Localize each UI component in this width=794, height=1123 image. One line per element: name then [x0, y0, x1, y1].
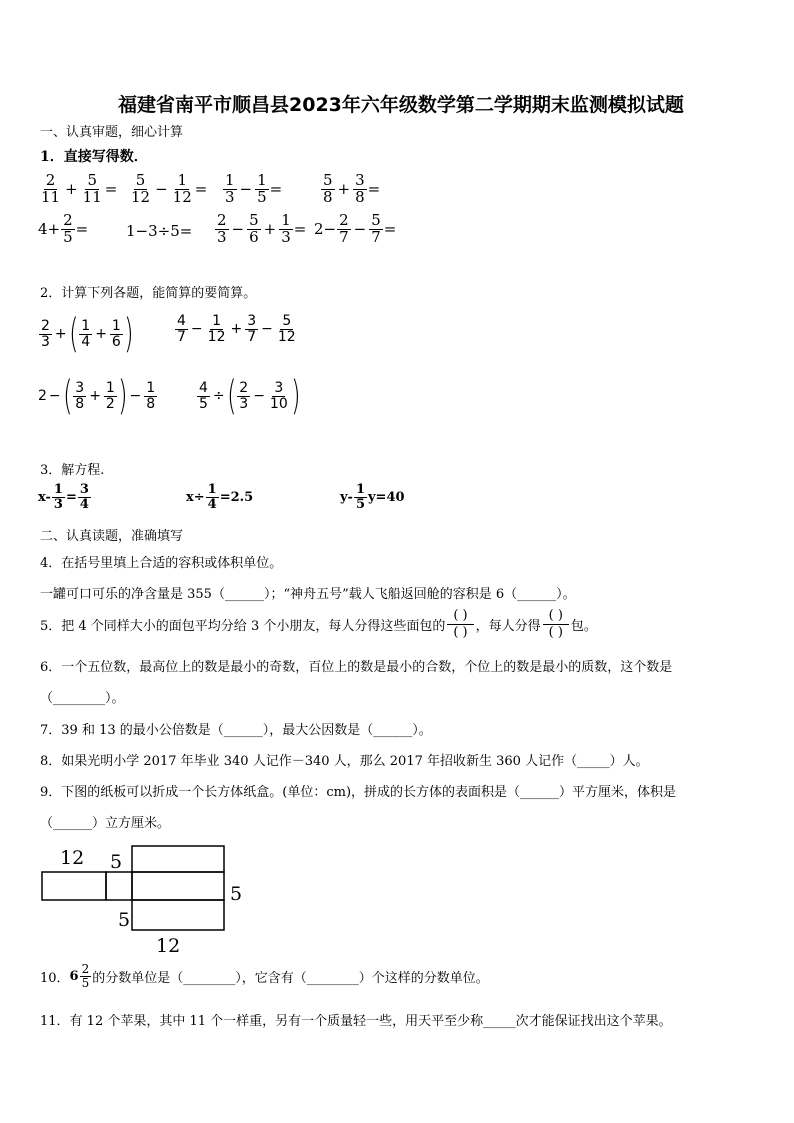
net-front-face [132, 872, 224, 900]
net-bottom-face [132, 900, 224, 930]
question-11-text: 11．有 12 个苹果，其中 11 个一样重，另有一个质量轻一些，用天平至少称_____次才能保证找出这个苹果。 [40, 1014, 672, 1029]
label-right: 5 [230, 883, 243, 905]
label-bottom: 12 [156, 935, 181, 957]
question-9-text: 9．下图的纸板可以折成一个长方体纸盒。(单位：cm)，拼成的长方体的表面积是（______）平方厘米，体积是 [40, 785, 677, 800]
question-8-text: 8．如果光明小学 2017 年毕业 340 人记作－340 人，那么 2017 年招收新生 360 人记作（_____）人。 [40, 754, 649, 769]
question-1-label: 1．直接写得数． [40, 149, 148, 165]
q1-expr-8: 2− $\frac{2}{7}$ − $\frac{5}{7}$ = [314, 211, 397, 246]
q3-equation-2: x÷ $\frac{1}{4}$ =2.5 [186, 482, 254, 512]
label-top-mid: 5 [110, 851, 123, 873]
q1-expr-7: $\frac{2}{3}$ − $\frac{5}{6}$ + $\frac{1}{3}$ = [217, 211, 307, 246]
question-7-text: 7．39 和 13 的最小公倍数是（______），最大公因数是（______）。 [40, 723, 432, 738]
question-6-text: 6．一个五位数，最高位上的数是最小的奇数，百位上的数是最小的合数，个位上的数是最小的质数，这个数是 [40, 660, 673, 675]
net-top-face [132, 846, 224, 872]
q2-expr-2: $\frac{4}{7}$ − $\frac{1}{12}$ + $\frac{3}{7}$ − $\frac{5}{12}$ [177, 313, 296, 345]
question-5-text: 5．把 4 个同样大小的面包平均分给 3 个小朋友，每人分得这些面包的 ( ) ( ) ，每人分得 ( ) ( ) 包。 [40, 608, 597, 640]
q2-expr-3: 2 − ( $\frac{3}{8}$ + $\frac{1}{2}$ ) − $\frac{1}{8}$ [38, 373, 156, 419]
label-top-left: 12 [60, 847, 85, 869]
q1-expr-1: $\frac{2}{11}$ + $\frac{5}{11}$ = [41, 171, 118, 206]
question-10-text: 10． 6 $\frac{2}{5}$ 的分数单位是（________），它含有（________）个这样的分数单位。 [40, 962, 489, 990]
q1-expr-3: $\frac{1}{3}$ − $\frac{1}{5}$ = [225, 171, 283, 206]
question-4-label: 4．在括号里填上合适的容积或体积单位。 [40, 556, 283, 571]
page-title: 福建省南平市顺昌县2023年六年级数学第二学期期末监测模拟试题 [118, 94, 684, 116]
q1-expr-5: 4+ $\frac{2}{5}$ = [38, 211, 89, 246]
net-left-side-face [106, 872, 132, 900]
label-bottom-mid: 5 [118, 909, 131, 931]
q1-expr-6: 1−3÷5= [126, 222, 193, 240]
section-heading-2: 二、认真读题，准确填写 [40, 529, 184, 544]
q2-expr-1: $\frac{2}{3}$ + ( $\frac{1}{4}$ + $\frac{1}{6}$ ) [41, 311, 134, 357]
box-net-figure [40, 842, 260, 960]
q1-expr-4: $\frac{5}{8}$ + $\frac{3}{8}$ = [323, 171, 381, 206]
q3-equation-3: y- $\frac{1}{5}$ y=40 [340, 482, 405, 512]
question-9-blank: （______）立方厘米。 [40, 816, 171, 831]
q3-equation-1: x- $\frac{1}{3}$ = $\frac{3}{4}$ [38, 482, 89, 512]
question-2-label: 2．计算下列各题，能简算的要简算。 [40, 286, 257, 301]
question-3-label: 3．解方程. [40, 463, 105, 478]
q1-expr-2: $\frac{5}{12}$ − $\frac{1}{12}$ = [131, 171, 208, 206]
q2-expr-4: $\frac{4}{5}$ ÷ ( $\frac{2}{3}$ − $\frac{3}{10}$ ) [199, 373, 301, 419]
section-heading-1: 一、认真审题，细心计算 [40, 125, 184, 140]
net-left-face [42, 872, 106, 900]
question-4-text: 一罐可口可乐的净含量是 355（______）；“神舟五号”载人飞船返回舱的容积是 6（______）。 [40, 587, 576, 602]
question-6-blank: （________）。 [40, 691, 125, 706]
